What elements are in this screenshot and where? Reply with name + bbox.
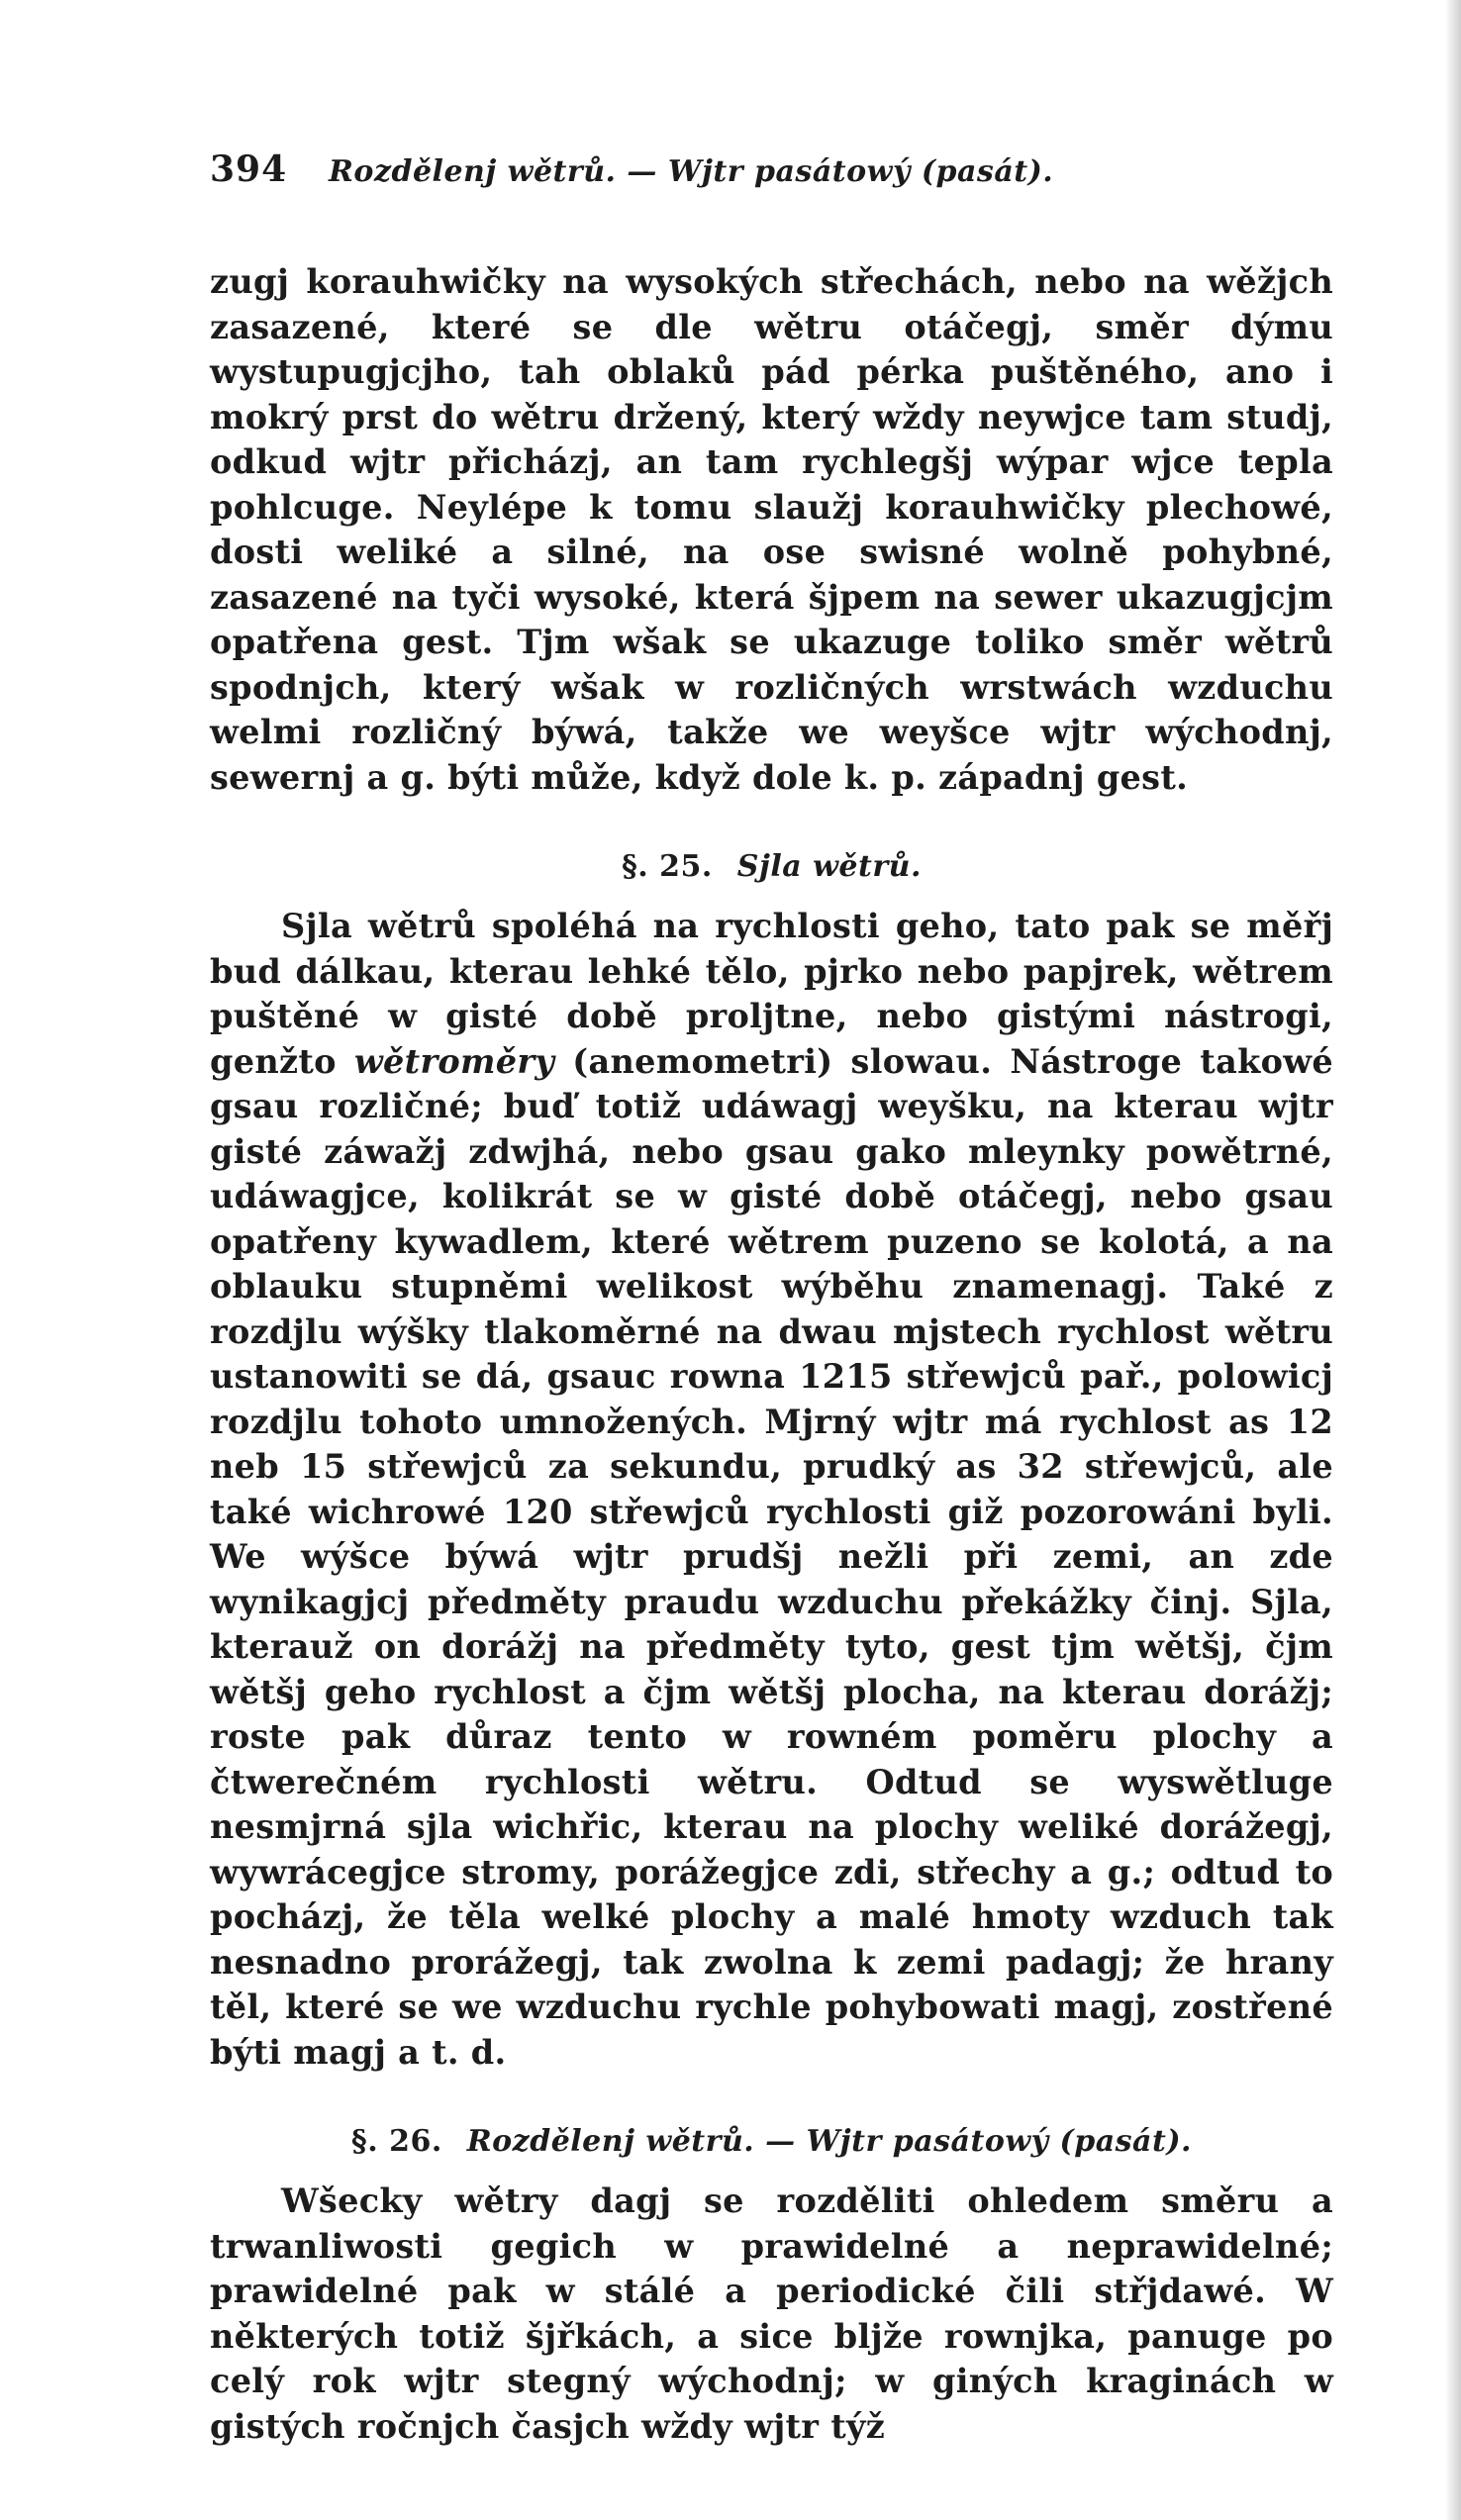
- section-number: §. 26.: [351, 2124, 442, 2159]
- section-title: Sjla wětrů.: [736, 849, 922, 884]
- italic-term: wětroměry: [353, 1041, 555, 1081]
- paragraph-continuation: zugj korauhwičky na wysokých střechách, nebo na wěžjch zasazené, které se dle wětru otáčegj, směr dýmu wystupugjcjho, tah oblaků pád pérka puštěného, ano i mokrý prst do wětru držený, který wždy neywjce tam studj, odkud wjtr přicházj, an tam rychlegšj wýpar wjce tepla pohlcuge. Neylépe k tomu slaužj korauhwičky plechowé, dosti weliké a silné, na ose swisné wolně pohybné, zasazené na tyči wysoké, která šjpem na sewer ukazugjcjm opatřena gest. Tjm wšak se ukazuge toliko směr wětrů spodnjch, který wšak w rozličných wrstwách wzduchu welmi rozličný býwá, takže we weyšce wjtr wýchodnj, sewernj a g. býti může, když dole k. p. západnj gest.: [210, 262, 1333, 797]
- section-number: §. 25.: [622, 849, 713, 884]
- running-title: Rozdělenj wětrů. — Wjtr pasátowý (pasát).: [329, 154, 1054, 189]
- page-edge: [1445, 0, 1461, 2520]
- running-head: [210, 148, 1333, 218]
- section-title: Rozdělenj wětrů. — Wjtr pasátowý (pasát).: [466, 2124, 1192, 2159]
- paragraph-wind-force: [210, 904, 1333, 2075]
- section-heading-26: [210, 2124, 1333, 2159]
- paragraph-wind-division: Wšecky wětry dagj se rozděliti ohledem směru a trwanliwosti gegich w prawidelné a neprawidelné; prawidelné pak w stálé a periodické čili střjdawé. W některých totiž šjřkách, a sice bljže rownjka, panuge po celý rok wjtr stegný wýchodnj; w giných kraginách w gistých ročnjch časjch wždy wjtr týž: [210, 2181, 1333, 2446]
- page-number: 394: [210, 148, 288, 190]
- section-heading-25: [210, 849, 1333, 884]
- paragraph-text: (anemometri) slowau. Nástroge takowé gsau rozličné; buď totiž udáwagj weyšku, na kterau wjtr gisté záwažj zdwjhá, nebo gsau gako mleynky powětrné, udáwagjce, kolikrát se w gisté době otáčegj, nebo gsau opatřeny kywadlem, které wětrem puzeno se kolotá, a na oblauku stupněmi welikost wýběhu znamenagj. Také z rozdjlu wýšky tlakoměrné na dwau mjstech rychlost wětru ustanowiti se dá, gsauc rowna 1215 střewjců pař., polowicj rozdjlu tohoto umnožených. Mjrný wjtr má rychlost as 12 neb 15 střewjců za sekundu, prudký as 32 střewjců, ale také wichrowé 120 střewjců rychlosti giž pozorowáni byli. We wýšce býwá wjtr prudšj nežli při zemi, an zde wynikagjcj předměty praudu wzduchu překážky činj. Sjla, kterauž on dorážj na předměty tyto, gest tjm wětšj, čjm wětšj geho rychlost a čjm wětšj plocha, na kterau dorážj; roste pak důraz tento w rowném poměru plochy a čtwerečném rychlosti wětru. Odtud se wyswětluge nesmjrná sjla wichřic, kterau na plochy weliké dorážegj, wywrácegjce stromy, porážegjce zdi, střechy a g.; odtud to pocházj, že těla welké plochy a malé hmoty wzduch tak nesnadno prorážegj, tak zwolna k zemi padagj; že hrany těl, které se we wzduchu rychle pohybowati magj, zostřené býti magj a t. d.: [210, 1041, 1333, 2072]
- paragraph-text: Sjla wětrů spoléhá na rychlosti geho, tato pak se měřj bud dálkau, kterau lehké tělo, pjrko nebo papjrek, wětrem puštěné w gisté době proljtne, nebo gistými nástrogi, genžto: [210, 907, 1333, 1081]
- page-content: [210, 148, 1333, 2449]
